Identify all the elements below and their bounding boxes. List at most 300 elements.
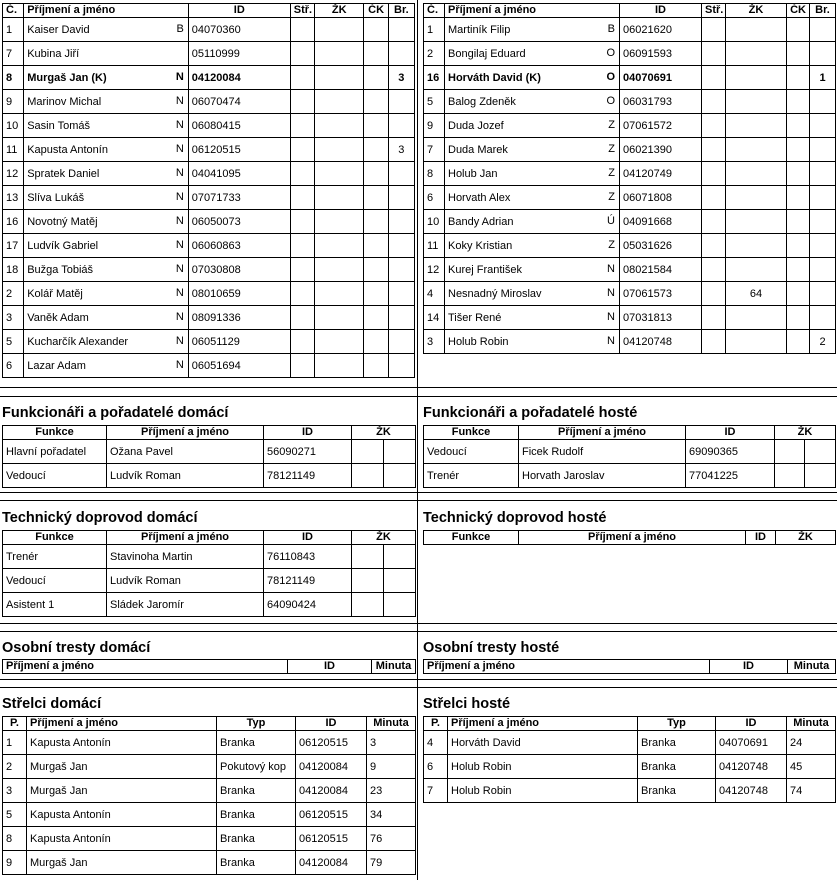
player-goals-scored: [810, 282, 836, 306]
player-id: 06021390: [620, 138, 702, 162]
player-id: 08010659: [188, 282, 290, 306]
col-type: Typ: [638, 717, 716, 731]
player-goals: [702, 90, 726, 114]
scorer-row: [424, 779, 836, 803]
player-goals-scored: [388, 162, 414, 186]
col-name: Příjmení a jméno: [445, 4, 620, 18]
player-yellow-card: [314, 114, 363, 138]
player-position: N: [607, 263, 615, 275]
scorer-order: 7: [424, 779, 448, 803]
player-number: 13: [3, 186, 24, 210]
player-row: [424, 234, 836, 258]
home-officials-table: [2, 425, 416, 488]
player-id: 08021584: [620, 258, 702, 282]
col-ck: ČK: [364, 4, 388, 18]
player-id: 07071733: [188, 186, 290, 210]
player-goals-scored: [810, 138, 836, 162]
player-yellow-card: [726, 162, 787, 186]
scorer-order: 6: [424, 755, 448, 779]
player-row: [424, 306, 836, 330]
player-red-card: [364, 90, 388, 114]
player-id: 05031626: [620, 234, 702, 258]
scorer-name: Holub Robin: [448, 755, 638, 779]
scorer-minute: 79: [367, 851, 416, 875]
player-id: 04091668: [620, 210, 702, 234]
section-divider: [0, 500, 837, 501]
player-name: Martiník Filip: [448, 23, 511, 36]
col-zk: ŽK: [314, 4, 363, 18]
player-red-card: [364, 354, 388, 378]
col-role: Funkce: [3, 531, 107, 545]
player-goals: [290, 306, 314, 330]
player-name: Holub Jan: [448, 167, 498, 180]
player-id: 07030808: [188, 258, 290, 282]
staff-name: Ludvík Roman: [107, 569, 264, 593]
scorer-id: 06120515: [296, 803, 367, 827]
col-id: ID: [188, 4, 290, 18]
player-goals-scored: [388, 42, 414, 66]
player-row: [424, 162, 836, 186]
staff-name: Ludvík Roman: [107, 464, 264, 488]
scorer-minute: 3: [367, 731, 416, 755]
player-number: 16: [424, 66, 445, 90]
player-red-card: [364, 210, 388, 234]
player-name: Kucharčík Alexander: [27, 335, 129, 348]
staff-role: Vedoucí: [3, 569, 107, 593]
staff-id: 78121149: [264, 569, 352, 593]
player-row: [3, 306, 415, 330]
player-yellow-card: [726, 42, 787, 66]
scorer-minute: 9: [367, 755, 416, 779]
player-goals: [702, 18, 726, 42]
player-id: 06050073: [188, 210, 290, 234]
player-yellow-card: [314, 234, 363, 258]
player-red-card: [364, 66, 388, 90]
player-row: [3, 234, 415, 258]
player-row: [424, 18, 836, 42]
player-name-cell: [24, 42, 189, 66]
player-position: N: [175, 311, 184, 323]
col-br: Br.: [810, 4, 836, 18]
player-row: [3, 162, 415, 186]
player-goals-scored: [810, 42, 836, 66]
col-id: ID: [746, 531, 776, 545]
staff-id: 78121149: [264, 464, 352, 488]
player-number: 14: [424, 306, 445, 330]
player-yellow-card: [726, 210, 787, 234]
player-yellow-card: [314, 90, 363, 114]
player-red-card: [787, 258, 810, 282]
home-penalties-table: [2, 659, 416, 674]
player-id: 07061572: [620, 114, 702, 138]
col-name: Příjmení a jméno: [519, 531, 746, 545]
player-id: 04070360: [188, 18, 290, 42]
player-number: 2: [3, 282, 24, 306]
player-name-cell: [445, 306, 620, 330]
player-id: 06080415: [188, 114, 290, 138]
player-goals: [702, 234, 726, 258]
staff-card-extra: [384, 440, 416, 464]
staff-role: Hlavní pořadatel: [3, 440, 107, 464]
player-name: Murgaš Jan (K): [27, 71, 107, 84]
scorer-type: Branka: [217, 851, 296, 875]
col-no: Č.: [424, 4, 445, 18]
staff-yellow-card: [775, 464, 805, 488]
player-row: [424, 114, 836, 138]
player-goals: [290, 114, 314, 138]
scorer-minute: 45: [787, 755, 836, 779]
scorer-order: 3: [3, 779, 27, 803]
player-yellow-card: [314, 354, 363, 378]
player-red-card: [364, 186, 388, 210]
player-position: B: [607, 23, 615, 35]
scorer-type: Branka: [638, 755, 716, 779]
player-name-cell: [445, 330, 620, 354]
player-goals: [702, 306, 726, 330]
home-roster-table: [2, 3, 415, 378]
player-yellow-card: [726, 18, 787, 42]
player-goals-scored: 2: [810, 330, 836, 354]
player-goals: [290, 90, 314, 114]
scorer-name: Murgaš Jan: [27, 779, 217, 803]
player-name: Nesnadný Miroslav: [448, 287, 542, 300]
scorer-row: [3, 779, 416, 803]
scorer-name: Kapusta Antonín: [27, 731, 217, 755]
player-red-card: [787, 282, 810, 306]
player-name-cell: [24, 258, 189, 282]
player-goals: [702, 138, 726, 162]
player-number: 16: [3, 210, 24, 234]
staff-yellow-card: [352, 464, 384, 488]
player-number: 5: [424, 90, 445, 114]
staff-row: [424, 440, 836, 464]
player-goals-scored: [388, 330, 414, 354]
staff-id: 64090424: [264, 593, 352, 617]
player-yellow-card: [314, 162, 363, 186]
player-position: N: [607, 311, 615, 323]
player-goals: [290, 162, 314, 186]
scorer-id: 04120748: [716, 755, 787, 779]
player-id: 04041095: [188, 162, 290, 186]
player-id: 04070691: [620, 66, 702, 90]
player-name: Kubina Jiří: [27, 47, 80, 60]
player-red-card: [364, 18, 388, 42]
scorer-type: Branka: [217, 731, 296, 755]
player-row: [424, 138, 836, 162]
player-position: N: [175, 239, 184, 251]
player-name-cell: [445, 162, 620, 186]
player-goals-scored: [810, 114, 836, 138]
player-yellow-card: [314, 330, 363, 354]
staff-card-extra: [805, 440, 836, 464]
player-number: 3: [424, 330, 445, 354]
scorer-type: Branka: [217, 827, 296, 851]
player-yellow-card: [726, 114, 787, 138]
player-name-cell: [445, 66, 620, 90]
player-id: 06071808: [620, 186, 702, 210]
staff-yellow-card: [352, 440, 384, 464]
col-type: Typ: [217, 717, 296, 731]
section-divider: [0, 396, 837, 397]
player-name-cell: [24, 210, 189, 234]
scorer-minute: 74: [787, 779, 836, 803]
staff-yellow-card: [775, 440, 805, 464]
player-position: N: [175, 287, 184, 299]
scorer-minute: 23: [367, 779, 416, 803]
player-goals: [290, 354, 314, 378]
staff-id: 76110843: [264, 545, 352, 569]
scorer-id: 04120748: [716, 779, 787, 803]
player-row: [3, 114, 415, 138]
home-scorers-table: [2, 716, 416, 875]
col-p: P.: [424, 717, 448, 731]
staff-row: [3, 569, 416, 593]
player-number: 10: [424, 210, 445, 234]
scorer-order: 9: [3, 851, 27, 875]
away-scorers-title: Střelci hosté: [423, 696, 511, 712]
scorer-name: Horváth David: [448, 731, 638, 755]
scorer-order: 8: [3, 827, 27, 851]
player-goals-scored: [810, 90, 836, 114]
staff-role: Asistent 1: [3, 593, 107, 617]
player-name-cell: [24, 66, 189, 90]
player-id: 07031813: [620, 306, 702, 330]
player-yellow-card: [726, 138, 787, 162]
player-goals: [290, 258, 314, 282]
player-number: 5: [3, 330, 24, 354]
player-row: [424, 186, 836, 210]
player-number: 18: [3, 258, 24, 282]
section-divider: [0, 631, 837, 632]
player-name: Horvath Alex: [448, 191, 511, 204]
scorer-order: 5: [3, 803, 27, 827]
player-name: Kolář Matěj: [27, 287, 83, 300]
player-red-card: [364, 330, 388, 354]
staff-row: [3, 440, 416, 464]
staff-role: Vedoucí: [3, 464, 107, 488]
staff-row: [424, 464, 836, 488]
player-red-card: [364, 234, 388, 258]
player-number: 6: [424, 186, 445, 210]
player-name: Ludvík Gabriel: [27, 239, 99, 252]
player-red-card: [787, 66, 810, 90]
player-number: 8: [424, 162, 445, 186]
scorer-minute: 34: [367, 803, 416, 827]
scorer-name: Holub Robin: [448, 779, 638, 803]
col-name: Příjmení a jméno: [448, 717, 638, 731]
player-yellow-card: [726, 66, 787, 90]
player-goals-scored: [388, 114, 414, 138]
scorer-id: 04120084: [296, 779, 367, 803]
col-id: ID: [264, 531, 352, 545]
section-divider: [0, 492, 837, 493]
player-row: [3, 258, 415, 282]
player-name-cell: [24, 330, 189, 354]
player-name: Vaněk Adam: [27, 311, 89, 324]
scorer-type: Branka: [217, 803, 296, 827]
player-yellow-card: [314, 138, 363, 162]
col-minute: Minuta: [372, 660, 416, 674]
player-position: Ú: [607, 215, 615, 227]
player-goals: [702, 66, 726, 90]
col-name: Příjmení a jméno: [3, 660, 288, 674]
player-red-card: [787, 162, 810, 186]
col-no: Č.: [3, 4, 24, 18]
col-zk: ŽK: [776, 531, 836, 545]
player-name-cell: [24, 162, 189, 186]
player-name-cell: [445, 186, 620, 210]
away-technical-table: [423, 530, 836, 545]
player-id: 06021620: [620, 18, 702, 42]
player-position: O: [606, 95, 615, 107]
away-technical-title: Technický doprovod hosté: [423, 510, 607, 526]
player-goals: [290, 42, 314, 66]
player-row: [3, 330, 415, 354]
player-red-card: [364, 306, 388, 330]
player-yellow-card: 64: [726, 282, 787, 306]
scorer-type: Pokutový kop: [217, 755, 296, 779]
staff-name: Ožana Pavel: [107, 440, 264, 464]
player-yellow-card: [726, 234, 787, 258]
player-red-card: [364, 138, 388, 162]
player-name: Marinov Michal: [27, 95, 102, 108]
player-name: Kurej František: [448, 263, 522, 276]
player-position: Z: [608, 167, 615, 179]
player-row: [3, 90, 415, 114]
player-number: 12: [3, 162, 24, 186]
home-technical-table: [2, 530, 416, 617]
player-red-card: [364, 258, 388, 282]
col-role: Funkce: [3, 426, 107, 440]
col-id: ID: [686, 426, 775, 440]
player-row: [3, 138, 415, 162]
player-goals-scored: [810, 258, 836, 282]
col-br: Br.: [388, 4, 414, 18]
scorer-name: Kapusta Antonín: [27, 827, 217, 851]
staff-role: Vedoucí: [424, 440, 519, 464]
player-goals-scored: [388, 258, 414, 282]
player-goals-scored: 3: [388, 138, 414, 162]
player-goals-scored: [810, 186, 836, 210]
scorer-name: Murgaš Jan: [27, 755, 217, 779]
staff-name: Stavinoha Martin: [107, 545, 264, 569]
scorer-order: 2: [3, 755, 27, 779]
player-yellow-card: [314, 18, 363, 42]
col-role: Funkce: [424, 426, 519, 440]
player-row: [424, 42, 836, 66]
scorer-id: 04070691: [716, 731, 787, 755]
player-position: O: [606, 71, 615, 83]
player-position: O: [606, 47, 615, 59]
staff-id: 56090271: [264, 440, 352, 464]
scorer-row: [3, 851, 416, 875]
player-yellow-card: [314, 258, 363, 282]
player-red-card: [787, 186, 810, 210]
staff-name: Horvath Jaroslav: [519, 464, 686, 488]
player-row: [424, 66, 836, 90]
section-divider: [0, 679, 837, 680]
player-goals: [702, 210, 726, 234]
home-penalties-title: Osobní tresty domácí: [2, 640, 151, 656]
player-yellow-card: [314, 306, 363, 330]
player-goals-scored: [388, 210, 414, 234]
player-goals: [290, 138, 314, 162]
player-number: 10: [3, 114, 24, 138]
scorer-name: Murgaš Jan: [27, 851, 217, 875]
col-p: P.: [3, 717, 27, 731]
player-yellow-card: [726, 90, 787, 114]
player-number: 12: [424, 258, 445, 282]
player-goals: [290, 18, 314, 42]
player-id: 06091593: [620, 42, 702, 66]
player-goals: [702, 282, 726, 306]
player-name: Bongilaj Eduard: [448, 47, 526, 60]
player-number: 4: [424, 282, 445, 306]
staff-card-extra: [384, 545, 416, 569]
player-name-cell: [24, 282, 189, 306]
scorer-row: [424, 731, 836, 755]
player-number: 8: [3, 66, 24, 90]
player-goals-scored: [388, 306, 414, 330]
player-number: 11: [3, 138, 24, 162]
scorer-type: Branka: [217, 779, 296, 803]
player-position: N: [175, 263, 184, 275]
player-goals: [702, 258, 726, 282]
col-name: Příjmení a jméno: [107, 531, 264, 545]
player-id: 04120748: [620, 330, 702, 354]
col-id: ID: [288, 660, 372, 674]
col-str: Stř.: [290, 4, 314, 18]
player-goals: [290, 186, 314, 210]
player-goals: [290, 234, 314, 258]
player-name-cell: [445, 114, 620, 138]
player-number: 7: [3, 42, 24, 66]
player-goals-scored: [810, 210, 836, 234]
home-officials-title: Funkcionáři a pořadatelé domácí: [2, 405, 229, 421]
player-id: 06031793: [620, 90, 702, 114]
player-goals-scored: [388, 90, 414, 114]
scorer-id: 06120515: [296, 827, 367, 851]
player-name-cell: [24, 234, 189, 258]
col-minute: Minuta: [367, 717, 416, 731]
staff-yellow-card: [352, 569, 384, 593]
player-name: Horváth David (K): [448, 71, 541, 84]
player-name-cell: [445, 234, 620, 258]
player-name: Novotný Matěj: [27, 215, 98, 228]
player-name: Slíva Lukáš: [27, 191, 85, 204]
col-name: Příjmení a jméno: [27, 717, 217, 731]
col-ck: ČK: [787, 4, 810, 18]
player-position: N: [175, 359, 184, 371]
staff-yellow-card: [352, 545, 384, 569]
player-goals: [290, 330, 314, 354]
scorer-row: [3, 755, 416, 779]
player-name-cell: [445, 282, 620, 306]
player-name-cell: [24, 306, 189, 330]
player-name-cell: [445, 42, 620, 66]
away-penalties-title: Osobní tresty hosté: [423, 640, 560, 656]
player-name: Spratek Daniel: [27, 167, 100, 180]
section-divider: [0, 387, 837, 388]
player-number: 9: [424, 114, 445, 138]
player-number: 1: [3, 18, 24, 42]
player-number: 2: [424, 42, 445, 66]
player-name: Holub Robin: [448, 335, 509, 348]
scorer-minute: 76: [367, 827, 416, 851]
col-zk: ŽK: [352, 531, 416, 545]
scorer-order: 4: [424, 731, 448, 755]
col-minute: Minuta: [787, 717, 836, 731]
